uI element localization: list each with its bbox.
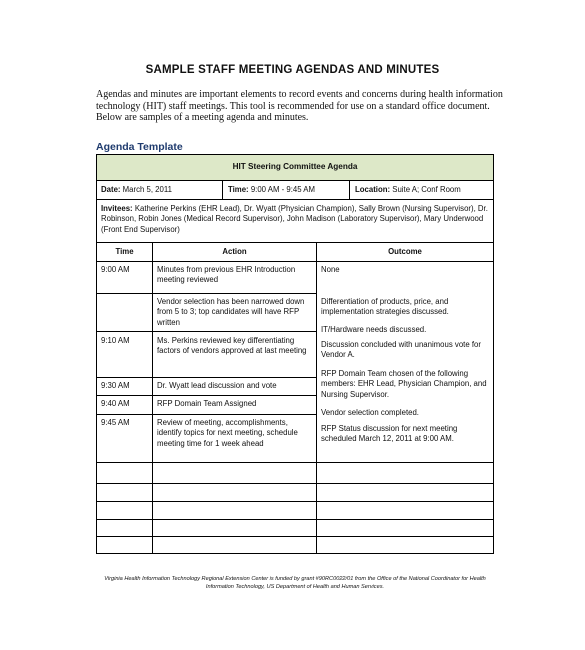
invitees-value: Katherine Perkins (EHR Lead), Dr. Wyatt (Physician Champion), Sally Brown (Nursing Supervisor), Dr. Robinson, Robin Jones (Medical Record Supervisor), John Madison (Laboratory Supervisor), Mary Underwood (Front End Supervisor): [101, 204, 488, 234]
row-time: 9:30 AM: [101, 381, 130, 390]
document-footer: Virginia Health Information Technology Regional Extension Center is funded by grant #90RC0022/01 from the Office of the National Coordinator for Health Information Technology, US Department of Health and Human Services.: [104, 576, 486, 591]
outcome-text: RFP Status discussion for next meeting scheduled March 12, 2011 at 9:00 AM.: [321, 424, 458, 444]
table-divider: [97, 536, 493, 537]
table-divider: [97, 377, 316, 378]
agenda-title: HIT Steering Committee Agenda: [232, 162, 358, 171]
time-value: 9:00 AM - 9:45 AM: [250, 185, 315, 194]
row-time: 9:10 AM: [101, 336, 130, 345]
table-divider: [97, 501, 493, 502]
date-value: March 5, 2011: [122, 185, 172, 194]
table-divider: [97, 242, 493, 243]
row-action: Minutes from previous EHR Introduction meeting reviewed: [157, 265, 296, 285]
agenda-title-bar: [97, 155, 493, 180]
table-divider: [97, 293, 316, 294]
outcome-text: Vendor selection completed.: [321, 408, 419, 417]
location-label: Location:: [355, 185, 391, 194]
intro-paragraph: Agendas and minutes are important elements to record events and concerns during health information technology (HIT) staff meetings. This tool is recommended for use on a standard office document. Below are samples of a meeting agenda and minutes.: [96, 89, 503, 124]
meeting-date: [101, 185, 172, 195]
table-divider: [97, 199, 493, 200]
table-divider: [97, 414, 316, 415]
outcome-text: Differentiation of products, price, and implementation strategies discussed.: [321, 297, 449, 317]
section-heading: Agenda Template: [96, 141, 183, 153]
row-action: Ms. Perkins reviewed key differentiating factors of vendors approved at last meeting: [157, 336, 307, 356]
table-divider: [97, 483, 493, 484]
row-action: Review of meeting, accomplishments, identify topics for next meeting, schedule meeting time for 1 week ahead: [157, 418, 298, 448]
table-divider: [97, 180, 493, 181]
table-divider: [222, 180, 223, 199]
invitees-label: Invitees:: [101, 204, 133, 213]
agenda-table: [96, 154, 494, 554]
outcome-text: RFP Domain Team chosen of the following members: EHR Lead, Physician Champion, and Nursing Supervisor.: [321, 369, 487, 399]
column-header-action: Action: [222, 247, 247, 256]
table-divider: [97, 331, 316, 332]
row-time: 9:40 AM: [101, 399, 130, 408]
invitees: [101, 204, 489, 235]
date-label: Date:: [101, 185, 121, 194]
table-divider: [97, 261, 493, 262]
table-divider: [97, 462, 493, 463]
row-time: 9:45 AM: [101, 418, 130, 427]
column-header-time: Time: [115, 247, 134, 256]
column-header-outcome: Outcome: [388, 247, 422, 256]
row-time: 9:00 AM: [101, 265, 130, 274]
table-divider: [349, 180, 350, 199]
table-divider: [97, 395, 316, 396]
document-title: SAMPLE STAFF MEETING AGENDAS AND MINUTES: [145, 64, 440, 76]
time-label: Time:: [228, 185, 249, 194]
row-action: RFP Domain Team Assigned: [157, 399, 257, 408]
table-divider: [97, 519, 493, 520]
table-divider: [316, 242, 317, 553]
row-action: Vendor selection has been narrowed down from 5 to 3; top candidates will have RFP written: [157, 297, 305, 327]
outcome-text: None: [321, 265, 340, 274]
outcome-text: IT/Hardware needs discussed.: [321, 325, 427, 334]
outcome-text: Discussion concluded with unanimous vote for Vendor A.: [321, 340, 481, 360]
row-action: Dr. Wyatt lead discussion and vote: [157, 381, 277, 390]
meeting-location: [355, 185, 461, 195]
location-value: Suite A; Conf Room: [392, 185, 461, 194]
meeting-time: [228, 185, 315, 195]
table-divider: [152, 242, 153, 553]
